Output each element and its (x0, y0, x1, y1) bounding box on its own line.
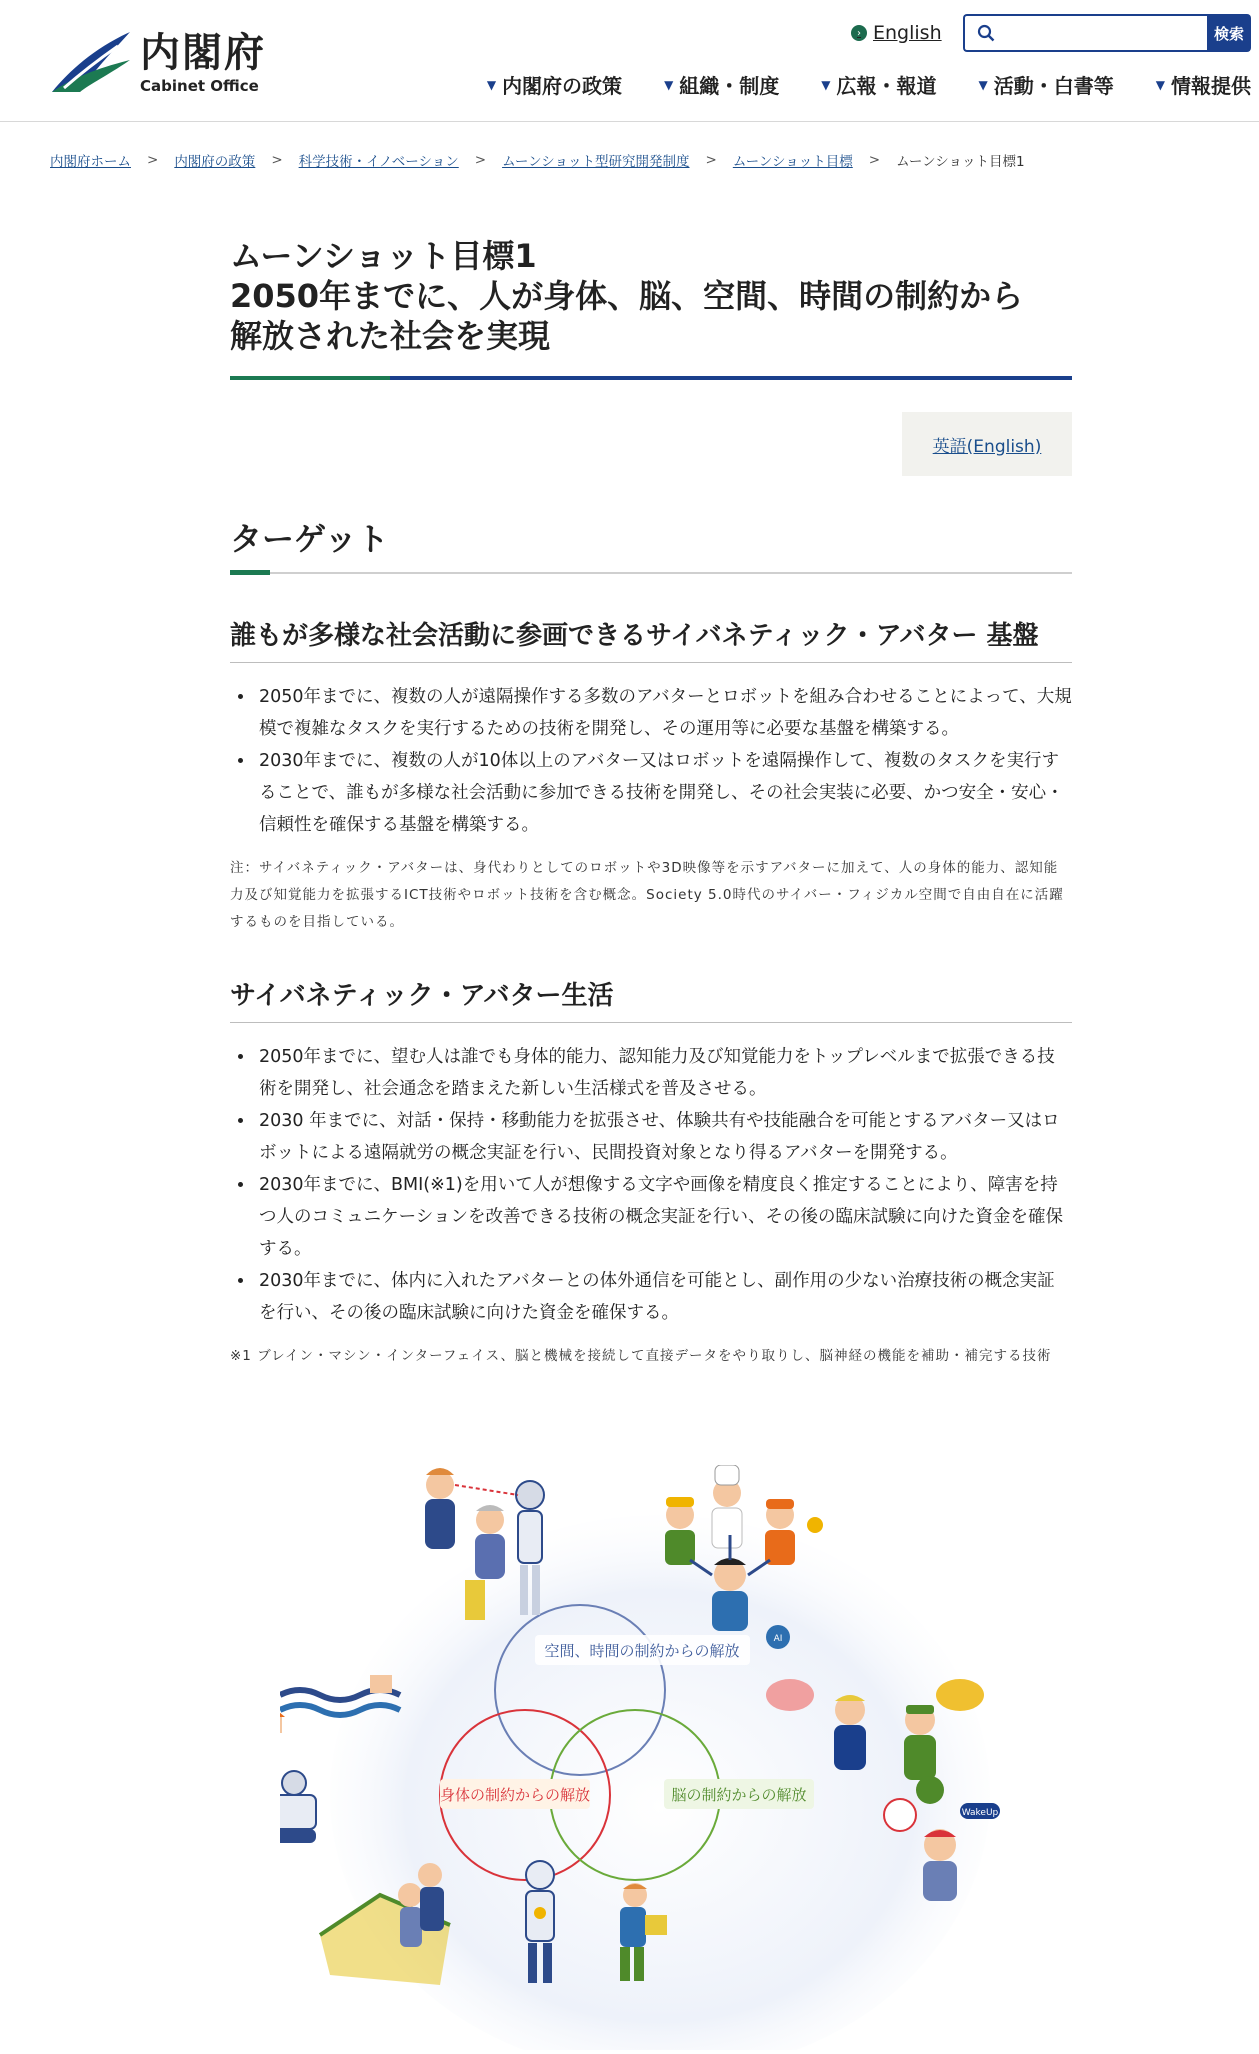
english-link[interactable] (851, 22, 942, 44)
label-body: 身体の制約からの解放 (439, 1786, 591, 1804)
breadcrumb-link[interactable]: ムーンショット目標 (732, 154, 853, 170)
chevron-down-icon: ▼ (1155, 77, 1165, 92)
list-item: • 2050年までに、複数の人が遠隔操作する多数のアバターとロボットを組み合わせることによって、大規模で複雑なタスクを実行するための技術を開発し、その運用等に必要な基盤を構築する。 (255, 681, 1072, 745)
nav-label: 組織・制度 (679, 74, 780, 98)
ai-badge-label: AI (773, 1634, 783, 1644)
chevron-down-icon: ▼ (486, 77, 497, 92)
footnote: ※1 ブレイン・マシン・インターフェイス、脳と機械を接続して直接データをやり取りし、脳神経の機能を補助・補完する技術 (230, 1348, 1052, 1364)
target-list (230, 1041, 1072, 1329)
chevron-down-icon: ▼ (664, 77, 674, 92)
chevron-down-icon: ▼ (978, 77, 988, 92)
search-box (963, 14, 1207, 52)
breadcrumb-separator: > (705, 152, 717, 168)
subsection-heading: 誰もが多様な社会活動に参画できるサイバネティック・アバター 基盤 (230, 621, 1039, 651)
site-search (963, 14, 1251, 52)
site-logo[interactable] (50, 30, 266, 96)
search-icon (977, 24, 995, 42)
search-input[interactable] (1003, 23, 1207, 43)
logo-name-en: Cabinet Office (140, 77, 259, 95)
illustration-canvas (280, 1465, 1000, 2050)
logo-name-ja: 内閣府 (140, 30, 266, 76)
english-version-box (902, 412, 1072, 476)
breadcrumb-link[interactable]: ムーンショット型研究開発制度 (502, 154, 690, 170)
page-title (230, 236, 1072, 356)
breadcrumb-separator: > (868, 152, 881, 168)
breadcrumb-separator: > (474, 152, 487, 168)
page-title-line: 解放された社会を実現 (230, 317, 551, 355)
target-list (230, 681, 1072, 841)
section-cybernetic-avatar-life (230, 976, 1072, 1370)
main-content (230, 236, 1072, 1370)
page-title-line: ムーンショット目標1 (230, 237, 537, 275)
section-cybernetic-avatar-base (230, 616, 1072, 936)
footnote: 注：サイバネティック・アバターは、身代わりとしてのロボットや3D映像等を示すアバターに加えて、人の身体的能力、認知能力及び知覚能力を拡張するICT技術やロボット技術を含む概念。Society 5.0時代のサイバー・フィジカル空間で自由自在に活躍するものを目指している。 (230, 860, 1064, 930)
nav-organization[interactable] (664, 70, 779, 99)
nav-label: 活動・白書等 (993, 74, 1114, 98)
list-item: • 2030年までに、複数の人が10体以上のアバター又はロボットを遠隔操作して、複数のタスクを実行することで、誰もが多様な社会活動に参加できる技術を開発し、その社会実装に必要、かつ安全・安心・信頼性を確保する基盤を構築する。 (255, 745, 1072, 841)
page-title-line: 2050年までに、人が身体、脳、空間、時間の制約から (230, 277, 1024, 315)
cabinet-office-logo-icon (50, 30, 132, 96)
nav-label: 情報提供 (1171, 74, 1251, 98)
ai-brain-icon (766, 1625, 790, 1649)
nav-label: 広報・報道 (836, 74, 937, 98)
breadcrumb (50, 150, 1025, 170)
nav-information[interactable] (1156, 70, 1251, 99)
title-divider (230, 376, 1072, 380)
list-item: • 2030 年までに、対話・保持・移動能力を拡張させ、体験共有や技能融合を可能とするアバター又はロボットによる遠隔就労の概念実証を行い、民間投資対象となり得るアバターを開発する。 (255, 1105, 1072, 1169)
breadcrumb-separator: > (147, 152, 159, 168)
breadcrumb-link[interactable]: 内閣府ホーム (50, 154, 131, 170)
english-version-link[interactable]: 英語(English) (932, 436, 1042, 457)
list-item: • 2030年までに、BMI(※1)を用いて人が想像する文字や画像を精度良く推定することにより、障害を持つ人のコミュニケーションを改善できる技術の概念実証を行い、その後の臨床試験に向けた資金を確保する。 (255, 1169, 1072, 1265)
section-heading-target: ターゲット (230, 520, 389, 558)
breadcrumb-link[interactable]: 科学技術・イノベーション (298, 154, 459, 170)
list-item: • 2050年までに、望む人は誰でも身体的能力、認知能力及び知覚能力をトップレベルまで拡張できる技術を開発し、社会通念を踏まえた新しい生活様式を普及させる。 (255, 1041, 1072, 1105)
breadcrumb-current: ムーンショット目標1 (896, 154, 1025, 170)
label-space-time: 空間、時間の制約からの解放 (544, 1642, 740, 1660)
subheading-divider (230, 662, 1072, 663)
heading-divider (230, 572, 1072, 574)
list-item: • 2030年までに、体内に入れたアバターとの体外通信を可能とし、副作用の少ない治療技術の概念実証を行い、その後の臨床試験に向けた資金を確保する。 (255, 1265, 1072, 1329)
service-robot-figure (280, 1771, 316, 1843)
search-button[interactable]: 検索 (1207, 14, 1251, 52)
english-link-label: English (873, 22, 942, 44)
global-nav (487, 70, 1251, 99)
moonshot-illustration (280, 1465, 1000, 2050)
nav-activities[interactable] (979, 70, 1114, 99)
nav-press[interactable] (821, 70, 936, 99)
wakeup-badge-label: WakeUp (961, 1808, 999, 1818)
nav-label: 内閣府の政策 (502, 74, 623, 98)
chevron-down-icon: ▼ (821, 77, 831, 92)
subsection-heading: サイバネティック・アバター生活 (230, 981, 614, 1011)
label-brain: 脳の制約からの解放 (671, 1786, 807, 1804)
breadcrumb-link[interactable]: 内閣府の政策 (174, 154, 256, 170)
subheading-divider (230, 1022, 1072, 1023)
nav-policy[interactable] (487, 70, 622, 99)
site-header (0, 0, 1259, 122)
breadcrumb-separator: > (271, 152, 283, 168)
chevron-right-icon: › (851, 25, 867, 41)
